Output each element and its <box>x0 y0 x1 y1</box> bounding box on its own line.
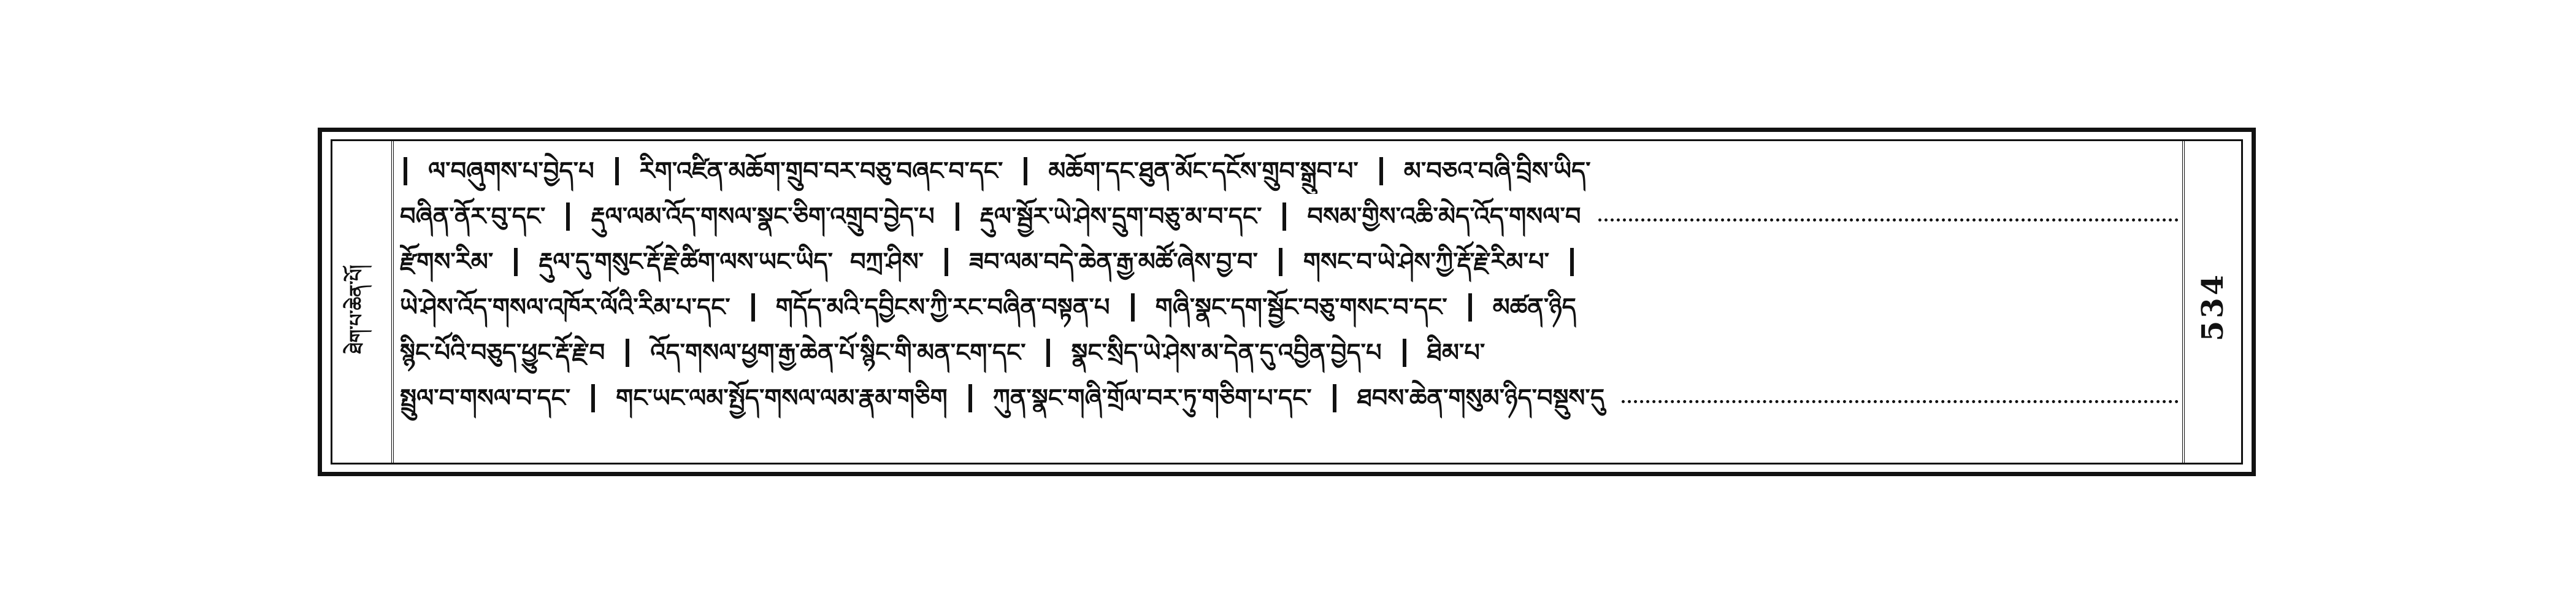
text-line-2 <box>400 194 2179 239</box>
margin-label-text: ཐེག་པ་ཆེན་པོ། <box>346 264 368 354</box>
page-number-text: 534 <box>2196 272 2231 342</box>
text-line-5 <box>400 330 2179 376</box>
shad-mark <box>1279 248 1282 276</box>
margin-label <box>335 156 389 463</box>
line-4-segment-4: མཚན་ཉིད <box>1492 293 1576 322</box>
shad-mark <box>1570 248 1574 276</box>
line-fill-dots <box>1598 218 2179 222</box>
line-1-segment-4: མ་བཅའ་བཞི་བྲིས་ཡིད་ <box>1403 156 1591 185</box>
shad-mark <box>404 157 407 185</box>
line-6-segment-1: སྤྲུལ་བ་གསལ་བ་དང་ <box>400 384 571 412</box>
line-4-segment-1: ཡེ་ཤེས་འོད་གསལ་འཁོར་ལོའི་རིམ་པ་དང་ <box>400 293 730 322</box>
line-3-segment-1: རྫོགས་རིམ་ <box>400 247 494 276</box>
shad-mark <box>626 339 629 367</box>
line-3-segment-3: བཀྲ་ཤིས་ <box>849 247 924 276</box>
line-3-segment-5: གསང་བ་ཡེ་ཤེས་ཀྱི་རྡོ་རྗེ་རིམ་པ་ <box>1303 247 1550 276</box>
shad-mark <box>968 384 972 412</box>
shad-mark <box>945 248 948 276</box>
line-6-segment-2: གང་ཡང་ལམ་སྤྱོད་གསལ་ལམ་རྣམ་གཅིག <box>616 384 948 412</box>
shad-mark <box>1379 157 1383 185</box>
line-5-segment-3: སྣང་སྲིད་ཡེ་ཤེས་མ་དེན་དུ་འབྱིན་བྱེད་པ <box>1071 338 1382 367</box>
inner-frame <box>331 139 2243 465</box>
shad-mark <box>1282 202 1286 231</box>
line-2-segment-2: རྡུལ་ལམ་འོད་གསལ་སྣང་ཅིག་འགྲུབ་བྱེད་པ <box>591 202 935 231</box>
shad-mark <box>1131 293 1135 322</box>
line-1-segment-3: མཆོག་དང་ཐུན་མོང་དངོས་གྲུབ་སྒྲུབ་པ་ <box>1048 156 1359 185</box>
line-5-segment-2: འོད་གསལ་ཕྱག་རྒྱ་ཆེན་པོ་སྙིང་གི་མན་ངག་དང་ <box>650 338 1026 367</box>
left-margin <box>332 141 394 463</box>
line-2-segment-4: བསམ་གྱིས་འཆི་མེད་འོད་གསལ་བ <box>1307 202 1581 231</box>
shad-mark <box>514 248 518 276</box>
line-3-segment-4: ཟབ་ལམ་བདེ་ཆེན་རྒྱ་མཚོ་ཞེས་བྱ་བ་ <box>969 247 1258 276</box>
line-1-segment-2: རིག་འཛིན་མཆོག་གྲུབ་བར་བཅུ་བཞང་བ་དང་ <box>639 156 1003 185</box>
shad-mark <box>1046 339 1050 367</box>
shad-mark <box>615 157 619 185</box>
text-line-6 <box>400 376 2179 421</box>
line-4-segment-3: གཞི་སྣང་དག་སྦྱོང་བཅུ་གསང་བ་དང་ <box>1155 293 1447 322</box>
shad-mark <box>591 384 595 412</box>
shad-mark <box>1024 157 1027 185</box>
line-4-segment-2: གདོད་མའི་དབྱིངས་ཀྱི་རང་བཞིན་བསྟན་པ <box>775 293 1110 322</box>
line-6-segment-4: ཐབས་ཆེན་གསུམ་ཉིད་བསྡུས་དུ <box>1357 384 1604 412</box>
text-block <box>400 148 2179 466</box>
text-line-1 <box>400 148 2179 194</box>
page-number <box>2188 245 2237 368</box>
shad-mark <box>1468 293 1472 322</box>
shad-mark <box>751 293 755 322</box>
shad-mark <box>1333 384 1336 412</box>
line-6-segment-3: ཀུན་སྣང་གཞི་གྲོལ་བར་ཏུ་གཅིག་པ་དང་ <box>992 384 1312 412</box>
line-5-segment-4: ཐིམ་པ་ <box>1427 338 1485 367</box>
line-3-segment-2: རྡུལ་དུ་གསུང་རྡོ་རྗེ་ཚིག་ལས་ཡང་ཡིད་ <box>539 247 833 276</box>
text-line-3 <box>400 239 2179 285</box>
folio-frame <box>318 128 2256 476</box>
line-5-segment-1: སྙིང་པོའི་བཅུད་ཕྱུང་རྡོ་རྗེ་བ <box>400 338 605 367</box>
line-fill-dots <box>1622 400 2179 403</box>
line-1-segment-1: ལ་བཞུགས་པ་བྱེད་པ <box>428 156 594 185</box>
shad-mark <box>566 202 570 231</box>
text-line-4 <box>400 285 2179 330</box>
line-2-segment-3: རྡུལ་སྦྱོར་ཡེ་ཤེས་དྲུག་བཅུ་མ་བ་དང་ <box>979 202 1262 231</box>
right-margin <box>2182 141 2241 463</box>
shad-mark <box>956 202 959 231</box>
shad-mark <box>1403 339 1406 367</box>
line-2-segment-1: བཞིན་ནོར་བུ་དང་ <box>400 202 546 231</box>
